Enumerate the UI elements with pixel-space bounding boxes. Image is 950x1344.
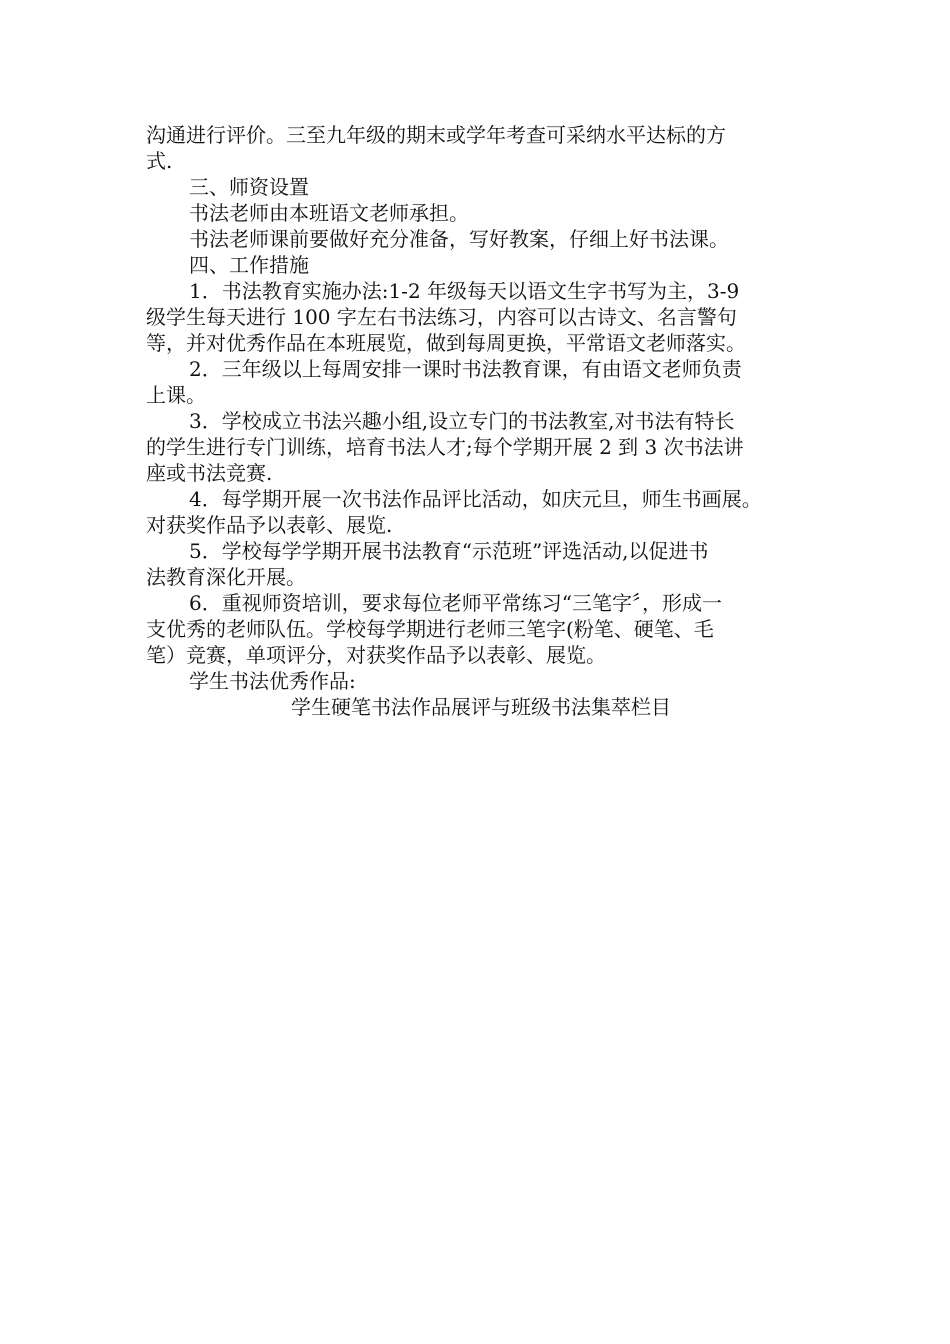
text-line: 笔）竞赛，单项评分，对获奖作品予以表彰、展览。 <box>146 643 606 667</box>
text-line: 等，并对优秀作品在本班展览，做到每周更换，平常语文老师落实。 <box>146 331 746 355</box>
section-heading-staffing: 三、师资设置 <box>189 175 309 199</box>
document-body <box>146 122 816 720</box>
text-line: 书法老师由本班语文老师承担。 <box>189 201 469 225</box>
list-item-3: 3．学校成立书法兴趣小组,设立专门的书法教室,对书法有特长 <box>189 409 735 433</box>
works-caption: 学生硬笔书法作品展评与班级书法集萃栏目 <box>291 695 671 719</box>
list-item-5: 5．学校每学学期开展书法教育“示范班”评选活动,以促进书 <box>189 539 709 563</box>
list-item-2: 2．三年级以上每周安排一课时书法教育课，有由语文老师负责 <box>189 357 742 381</box>
text-line: 法教育深化开展。 <box>146 565 306 589</box>
text-line: 级学生每天进行 100 字左右书法练习，内容可以古诗文、名言警句 <box>146 305 737 329</box>
section-heading-measures: 四、工作措施 <box>189 253 309 277</box>
text-line: 书法老师课前要做好充分准备，写好教案，仔细上好书法课。 <box>189 227 729 251</box>
text-line: 的学生进行专门训练，培育书法人才;每个学期开展 2 到 3 次书法讲 <box>146 435 744 459</box>
works-intro: 学生书法优秀作品: <box>189 669 356 693</box>
text-line: 对获奖作品予以表彰、展览. <box>146 513 393 537</box>
list-item-4: 4．每学期开展一次书法作品评比活动，如庆元旦，师生书画展。 <box>189 487 762 511</box>
list-item-1: 1．书法教育实施办法:1-2 年级每天以语文生字书写为主，3-9 <box>189 279 740 303</box>
text-line: 支优秀的老师队伍。学校每学期进行老师三笔字(粉笔、硬笔、毛 <box>146 617 714 641</box>
text-line: 上课。 <box>146 383 206 407</box>
text-line: 座或书法竞赛. <box>146 461 273 485</box>
text-line: 沟通进行评价。三至九年级的期末或学年考查可采纳水平达标的方 <box>146 123 726 147</box>
list-item-6: 6．重视师资培训，要求每位老师平常练习“三笔字〞，形成一 <box>189 591 722 615</box>
text-line: 式. <box>146 149 173 173</box>
